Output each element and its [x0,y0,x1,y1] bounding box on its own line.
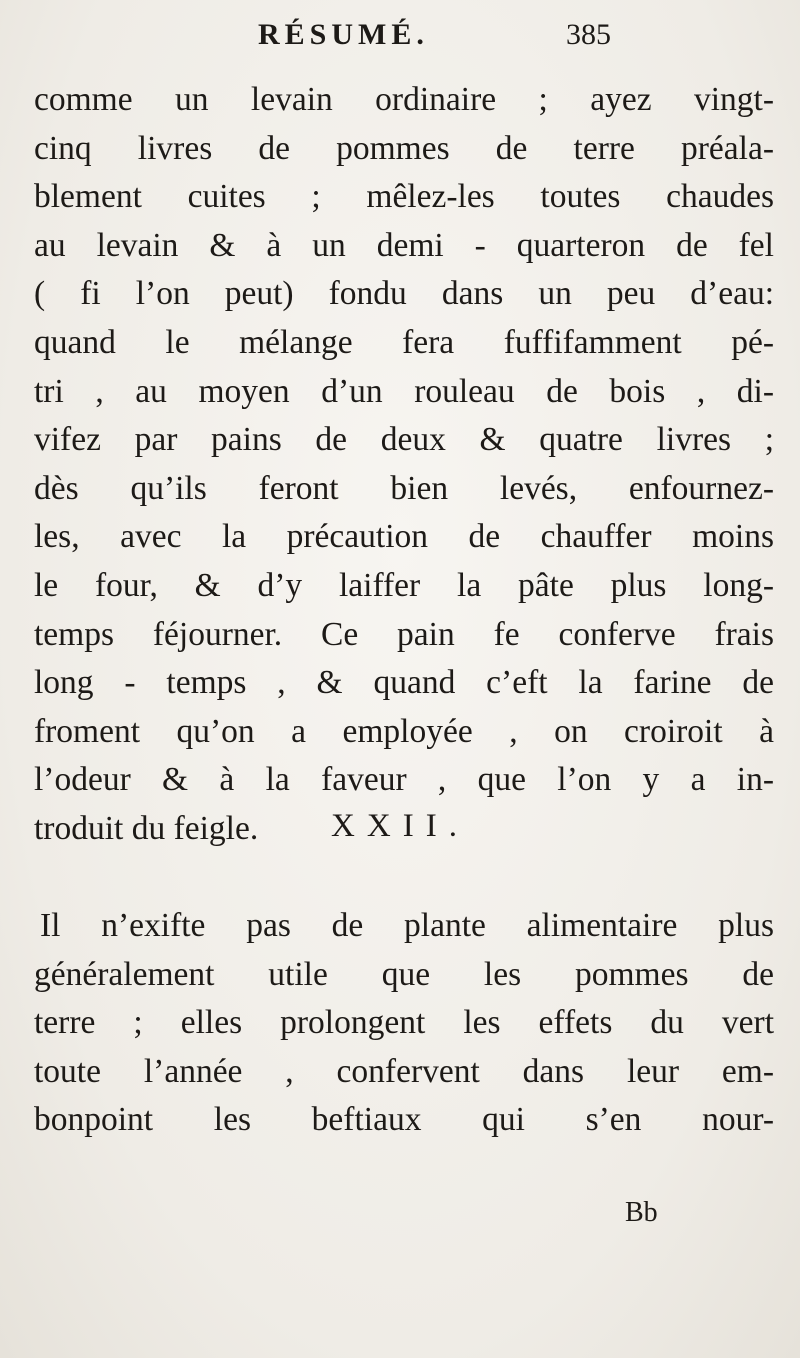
text-line: cinq livres de pommes de terre préala- [34,129,774,167]
text-line: vifez par pains de deux & quatre livres ; [34,421,774,459]
text-line: quand le mélange fera fuffifamment pé- [34,323,774,361]
paragraph-2 [34,902,774,1145]
text-line: comme un levain ordinaire ; ayez vingt- [34,81,774,118]
text-line: le four, & d’y laiffer la pâte plus long- [34,566,774,604]
text-line: tri , au moyen d’un rouleau de bois , di- [34,372,774,410]
text-line: bonpoint les beftiaux qui s’en nour- [34,1101,774,1139]
text-line: généralement utile que les pommes de [34,955,774,993]
text-line: au levain & à un demi - quarteron de fel [34,226,774,264]
running-head [258,18,611,62]
text-line: l’odeur & à la faveur , que l’on y a in- [34,761,774,799]
text-line: ( fi l’on peut) fondu dans un peu d’eau: [34,275,774,313]
text-line: les, avec la précaution de chauffer moins [34,518,774,556]
text-line: Il n’exifte pas de plante alimentaire plus [40,907,774,944]
text-line: froment qu’on a employée , on croiroit à [34,712,774,750]
paragraph-1 [34,76,774,854]
text-line: temps féjourner. Ce pain fe conferve frais [34,615,774,653]
page-number: 385 [566,18,611,51]
section-number: XXII. [331,808,469,844]
text-line: troduit du feigle. [34,809,259,847]
text-line: terre ; elles prolongent les effets du vert [34,1004,774,1042]
running-title: RÉSUMÉ. [258,18,429,51]
text-line: dès qu’ils feront bien levés, enfournez- [34,469,774,507]
text-line: blement cuites ; mêlez-les toutes chaudes [34,178,774,216]
text-line: toute l’année , confervent dans leur em- [34,1052,774,1090]
text-line: long - temps , & quand c’eft la farine de [34,664,774,702]
signature-mark: Bb [625,1197,658,1228]
